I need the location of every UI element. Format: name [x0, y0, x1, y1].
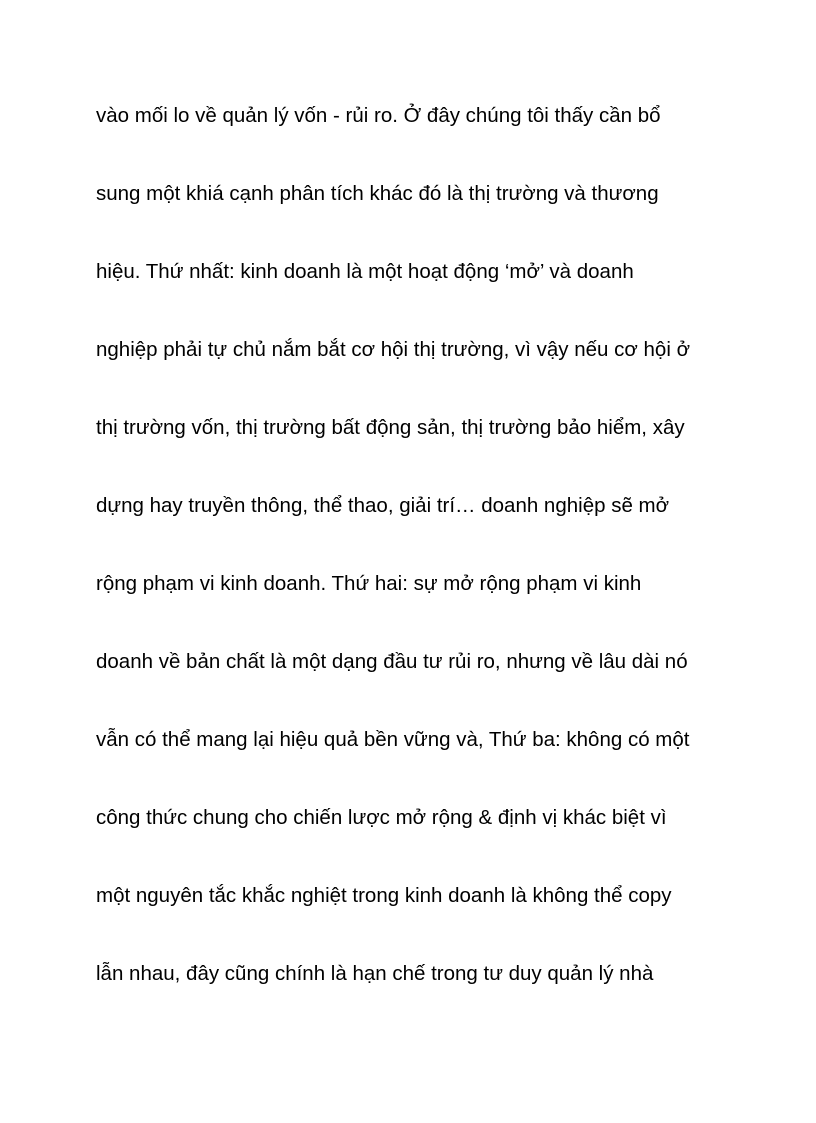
text-line: nghiệp phải tự chủ nắm bắt cơ hội thị trường, vì vậy nếu cơ hội ở [96, 338, 691, 361]
body-paragraph [96, 103, 756, 1039]
text-line: vào mối lo về quản lý vốn - rủi ro. Ở đây chúng tôi thấy cần bổ [96, 104, 661, 127]
text-line: hiệu. Thứ nhất: kinh doanh là một hoạt động ‘mở’ và doanh [96, 260, 634, 283]
text-line: một nguyên tắc khắc nghiệt trong kinh doanh là không thể copy [96, 884, 672, 907]
text-line: vẫn có thể mang lại hiệu quả bền vững và, Thứ ba: không có một [96, 728, 690, 751]
text-line: dựng hay truyền thông, thể thao, giải trí… doanh nghiệp sẽ mở [96, 494, 670, 517]
text-line: sung một khiá cạnh phân tích khác đó là thị trường và thương [96, 182, 659, 205]
text-line: công thức chung cho chiến lược mở rộng & định vị khác biệt vì [96, 806, 667, 829]
text-line: rộng phạm vi kinh doanh. Thứ hai: sự mở rộng phạm vi kinh [96, 572, 642, 595]
text-line: lẫn nhau, đây cũng chính là hạn chế trong tư duy quản lý nhà [96, 962, 654, 985]
text-line: thị trường vốn, thị trường bất động sản, thị trường bảo hiểm, xây [96, 416, 685, 439]
text-line: doanh về bản chất là một dạng đầu tư rủi ro, nhưng về lâu dài nó [96, 650, 688, 673]
